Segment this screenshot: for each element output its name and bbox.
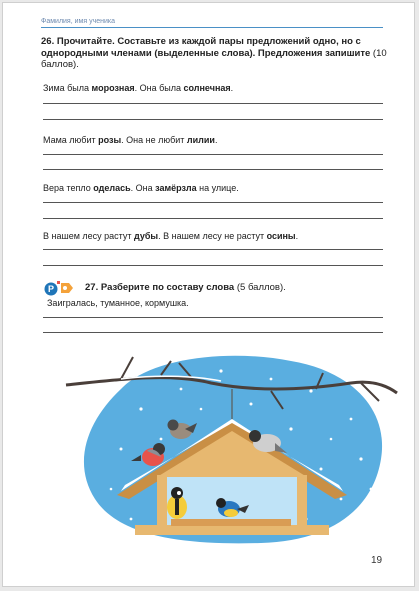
sentence-3: Вера тепло оделась. Она замёрзла на улице. bbox=[43, 183, 239, 193]
answer-line[interactable] bbox=[43, 202, 383, 203]
sentence-4: В нашем лесу растут дубы. В нашем лесу не растут осины. bbox=[43, 231, 299, 241]
answer-line[interactable] bbox=[43, 332, 383, 333]
workbook-page bbox=[2, 2, 415, 587]
svg-text:Р: Р bbox=[47, 284, 55, 295]
answer-line[interactable] bbox=[43, 218, 383, 219]
answer-line[interactable] bbox=[43, 317, 383, 318]
task-26-number: 26. bbox=[41, 36, 55, 47]
morpheme-icon bbox=[43, 280, 79, 296]
task-27-number: 27. bbox=[85, 282, 99, 293]
task-27-icons bbox=[43, 280, 79, 296]
answer-line[interactable] bbox=[43, 154, 383, 155]
answer-line[interactable] bbox=[43, 169, 383, 170]
answer-line[interactable] bbox=[43, 249, 383, 250]
task-27-points: (5 баллов). bbox=[236, 282, 286, 293]
task-27-instruction: Разберите по составу слова bbox=[100, 282, 235, 293]
answer-line[interactable] bbox=[43, 265, 383, 266]
bird-feeder-illustration bbox=[61, 349, 403, 545]
task-26-instruction: Прочитайте. Составьте из каждой пары предложений одно, но с однородными членами (выделенные слова). Предложения запишите bbox=[41, 36, 371, 59]
feeder-tray bbox=[135, 525, 329, 535]
task-26-points: (10 баллов). bbox=[41, 47, 387, 70]
sentence-2: Мама любит розы. Она не любит лилии. bbox=[43, 135, 218, 145]
student-name-label: Фамилия, имя ученика bbox=[41, 18, 115, 25]
answer-line[interactable] bbox=[43, 119, 383, 120]
task-27-text bbox=[85, 282, 286, 293]
answer-line[interactable] bbox=[43, 103, 383, 104]
page-number: 19 bbox=[371, 555, 383, 566]
task-27-words: Заигралась, туманное, кормушка. bbox=[47, 298, 189, 308]
header-divider bbox=[41, 27, 383, 28]
feeder-post-right bbox=[297, 475, 307, 533]
sentence-1: Зима была морозная. Она была солнечная. bbox=[43, 83, 234, 93]
task-26-text bbox=[41, 36, 387, 71]
feeder-post-left bbox=[157, 475, 167, 533]
